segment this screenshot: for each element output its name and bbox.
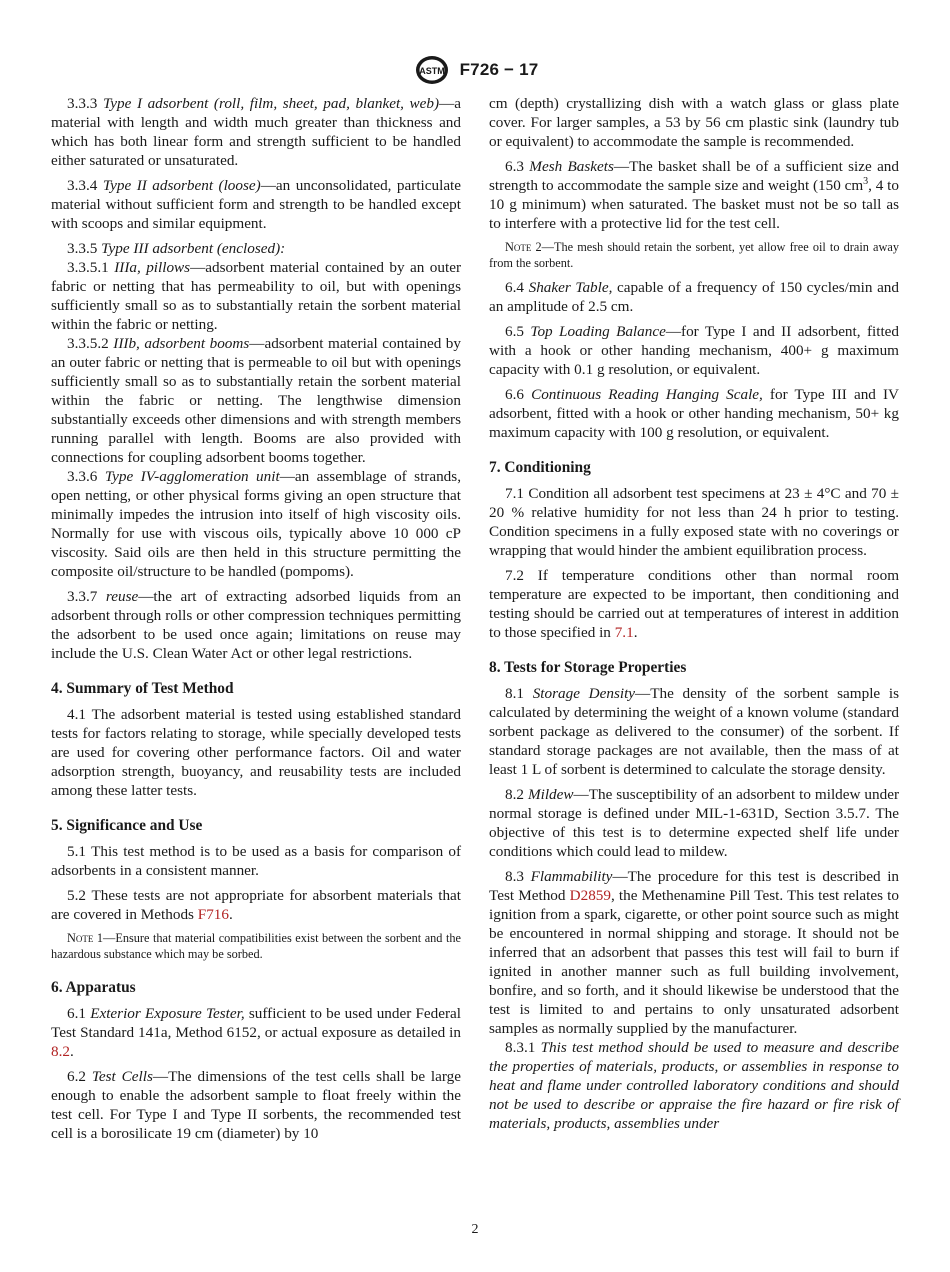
heading-apparatus: 6. Apparatus [51, 979, 136, 996]
section-7-1: 7.1 Condition all adsorbent test specimens at 23 ± 4°C and 70 ± 20 % relative humidity for not less than 24 h prior to testing. Condition specimens in a fully exposed state with no coverings or wrapping that would hinder the ambient equilibration process. [489, 485, 899, 559]
astm-logo-icon [412, 54, 452, 86]
section-3-3-5-1: 3.3.5.1 IIIa, pillows—adsorbent material contained by an outer fabric or netting that has permeability to oil, but with openings sufficiently small so as to substantially retain the sorbent material within the fabric or netting. [51, 259, 462, 333]
section-6-1: 6.1 Exterior Exposure Tester, sufficient to be used under Federal Test Standard 141a, Method 6152, or actual exposure as detailed in 8.2. [51, 1005, 462, 1060]
section-4-1: 4.1 The adsorbent material is tested using established standard tests for factors relating to storage, while specially developed tests are used for covering other performance factors. Oil and water adsorption strength, buoyancy, and reusability tests are included among these latter tests. [51, 706, 462, 799]
section-3-3-3: 3.3.3 Type I adsorbent (roll, film, sheet, pad, blanket, web)—a material with length and width much greater than thickness and which has both linear form and strength sufficient to be handled either saturated or unsaturated. [51, 95, 462, 169]
section-8-3-1: 8.3.1 This test method should be used to measure and describe the properties of materials, products, or assemblies in response to heat and flame under controlled laboratory conditions and should not be used to describe or appraise the fire hazard or fire risk of materials, products, assemblies under [489, 1039, 899, 1132]
section-8-2: 8.2 Mildew—The susceptibility of an adsorbent to mildew under normal storage is defined under MIL-1-631D, Section 3.5.7. The objective of this test is to determine expected shelf life under conditions which could lead to mildew. [489, 786, 900, 860]
section-3-3-7: 3.3.7 reuse—the art of extracting adsorbed liquids from an adsorbent through rolls or other compression techniques permitting the adsorbent to be used once again; limitations on reuse may include the U.S. Clean Water Act or other legal restrictions. [51, 588, 461, 662]
note-1: Note 1—Ensure that material compatibilities exist between the sorbent and the hazardous substance which may be sorbed. [51, 931, 461, 961]
link-d2859[interactable]: D2859 [569, 887, 611, 904]
section-8-1: 8.1 Storage Density—The density of the sorbent sample is calculated by determining the weight of a known volume (standard sorbent package as delivered to the consumer) of the sorbent. If standard storage packages are not available, then the mass of at least 1 L of sorbent is determined to calculate the storage density. [489, 685, 899, 778]
section-8-3: 8.3 Flammability—The procedure for this test is described in Test Method D2859, the Methenamine Pill Test. This test relates to ignition from a spark, cigarette, or other point source such as might be encountered in normal shipping and storage. It should not be inferred that an adsorbent that passes this test will fail to burn if ignited in another manner such as full building involvement, bonfire, and so forth, and it should likewise be understood that the test is limited to and pertains to only unsaturated adsorbent samples as normally supplied by the manufacturer. [489, 868, 900, 1037]
section-6-3: 6.3 Mesh Baskets—The basket shall be of a sufficient size and strength to accommodate the sample size and weight (150 $cm^3$, 4 to 10 g minimum) when saturated. The basket must not be so tall as to interfere with a protective lid for the test cell. [489, 158, 899, 232]
section-6-2-continued: cm (depth) crystallizing dish with a watch glass or glass plate cover. For larger samples, a 53 by 56 cm plastic sink (laundry tub or equivalent) to accommodate the sample is recommended. [489, 95, 899, 150]
heading-conditioning: 7. Conditioning [489, 459, 591, 476]
link-7-1[interactable]: 7.1 [614, 624, 634, 641]
page-header [0, 54, 950, 86]
heading-summary-of-test-method: 4. Summary of Test Method [51, 680, 234, 697]
link-f716[interactable]: F716 [197, 906, 229, 923]
section-6-5: 6.5 Top Loading Balance—for Type I and II adsorbent, fitted with a hook or other handing mechanism, 400+ g maximum capacity with 0.1 g resolution, or equivalent. [489, 323, 899, 378]
astm-logo-text: ASTM [418, 66, 445, 76]
heading-significance-and-use: 5. Significance and Use [51, 817, 203, 834]
section-5-2: 5.2 These tests are not appropriate for absorbent materials that are covered in Methods F716. [51, 887, 461, 923]
heading-tests-for-storage-properties: 8. Tests for Storage Properties [489, 659, 687, 676]
page-number: 2 [471, 1222, 479, 1237]
section-6-4: 6.4 Shaker Table, capable of a frequency of 150 cycles/min and an amplitude of 2.5 cm. [489, 279, 899, 315]
section-7-2: 7.2 If temperature conditions other than normal room temperature are expected to be important, then conditioning and testing should be carried out at temperatures of interest in addition to those specified in 7.1. [489, 567, 900, 641]
section-3-3-5: 3.3.5 Type III adsorbent (enclosed): [67, 240, 286, 257]
section-3-3-4: 3.3.4 Type II adsorbent (loose)—an unconsolidated, particulate material without sufficient form and strength to be handled except with scoops and similar equipment. [51, 177, 462, 232]
section-3-3-6: 3.3.6 Type IV-agglomeration unit—an assemblage of strands, open netting, or other physical forms giving an open structure that minimally impedes the intrusion into itself of high viscosity oils. Normally for use with viscous oils, typically above 10 000 cP viscosity. Said oils are then held in this structure permitting the composite oil/structure to be handled (pompoms). [51, 468, 461, 580]
left-column [51, 94, 461, 1149]
standard-designation: F726 − 17 [459, 60, 539, 79]
section-6-6: 6.6 Continuous Reading Hanging Scale, for Type III and IV adsorbent, fitted with a hook or other handing mechanism, 50+ kg maximum capacity with 100 g resolution, or equivalent. [489, 386, 899, 441]
link-8-2[interactable]: 8.2 [51, 1043, 70, 1060]
section-6-2: 6.2 Test Cells—The dimensions of the test cells shall be large enough to enable the adsorbent sample to float freely within the test cell. For Type I and Type II sorbents, the recommended test cell is a borosilicate 19 cm (diameter) by 10 [51, 1068, 462, 1142]
right-column [489, 94, 899, 1139]
note-2: Note 2—The mesh should retain the sorbent, yet allow free oil to drain away from the sorbent. [489, 240, 899, 270]
section-3-3-5-2: 3.3.5.2 IIIb, adsorbent booms—adsorbent material contained by an outer fabric or netting that is permeable to oil but with openings sufficiently small so as to substantially retain the sorbent material within the fabric or netting. The lengthwise dimension substantially exceeds other dimensions and with strength members running parallel with length. Booms are also provided with connections for coupling adsorbent booms together. [51, 335, 461, 466]
section-5-1: 5.1 This test method is to be used as a basis for comparison of adsorbents in a consistent manner. [51, 843, 462, 879]
